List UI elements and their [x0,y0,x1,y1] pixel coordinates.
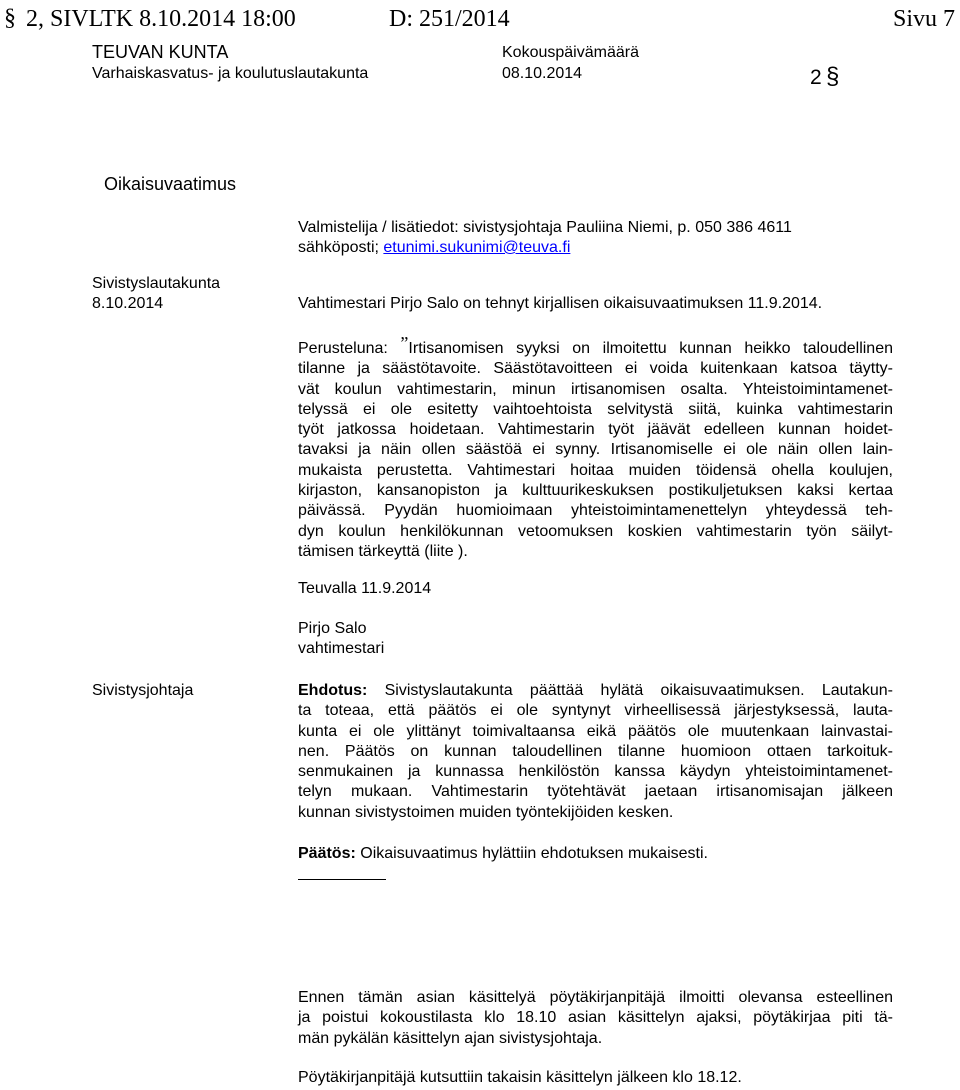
text-line: telyssä ei ole esitetty vaihtoehtoista selvitystä siitä, kuinka vahtimestarin [298,400,893,418]
signature-place-date: Teuvalla 11.9.2014 [298,580,432,597]
text-line: työt jatkossa hoidetaan. Vahtimestarin työt jäävät edelleen kunnan hoidet- [298,421,893,439]
proposal-paragraph [298,681,893,823]
proposal-role: Sivistysjohtaja [92,682,194,699]
rationale-first-line: Irtisanomisen syyksi on ilmoitettu kunnan heikko taloudellinen [408,340,894,357]
text-line: dyn koulun henkilökunnan vetoomuksen koskien vahtimestarin työn säilyt- [298,522,893,540]
rationale-paragraph [298,333,893,562]
text-line: ta toteaa, että päätös ei ole syntynyt virheellisessä järjestyksessä, lauta- [298,702,893,720]
section-mark: § [4,5,16,31]
text-line: kunnan sivistystoimen muiden työntekijöiden kesken. [298,803,674,821]
text-line: ja poistui kokoustilasta klo 18.10 asian käsittelyn ajaksi, pöytäkirjaa piti tä- [298,1009,893,1027]
signature-title: vahtimestari [298,640,385,657]
text-line [298,333,893,359]
item-section-mark: § [826,63,840,90]
text-line: päivässä. Pyydän huomioimaan yhteistoimintamenettelyn yhteydessä teh- [298,502,893,520]
contact-line: Valmistelija / lisätiedot: sivistysjohtaja Pauliina Niemi, p. 050 386 4611 [298,219,792,236]
text-line: nen. Päätös on kunnan taloudellinen tilanne huomioon ottaen tarkoituk- [298,742,893,760]
decision-label: Päätös: [298,845,356,862]
signature-name: Pirjo Salo [298,620,367,637]
text-line: kunta ei ole ylittänyt toimivaltaansa eikä päätös ole muutenkaan lainvastai- [298,722,893,740]
text-line [298,681,893,701]
text-line: tilanne ja säästötavoite. Säästötavoitteen ei voida kuitenkaan katsoa täytty- [298,360,893,378]
closing-note: Pöytäkirjanpitäjä kutsuttiin takaisin käsittelyn jälkeen klo 18.12. [298,1069,742,1086]
board-name: Sivistyslautakunta [92,275,221,292]
text-line: tavaksi ja näin ollen säästöä ei synny. Irtisanomiselle ei ole näin ollen lain- [298,441,893,459]
text-line: tämisen tärkeyttä (liite ). [298,542,468,560]
committee-name: Varhaiskasvatus- ja koulutuslautakunta [92,65,369,82]
text-line: vät koulun vahtimestarin, minun irtisanomisen osalta. Yhteistoimintamenet- [298,380,893,398]
item-number: 2 [810,66,822,89]
text-line: mukaista perustetta. Vahtimestari hoitaa muiden töidensä ohella koulujen, [298,461,893,479]
text-line: senmukainen ja kunnassa henkilöstön kanssa käydyn yhteistoimintamenet- [298,763,893,781]
text-line: telyn mukaan. Vahtimestarin työtehtävät jaetaan irtisanomisajan jälkeen [298,783,893,801]
meeting-date-label: Kokouspäivämäärä [502,44,639,61]
meeting-date: 08.10.2014 [502,65,583,82]
recusal-note [298,988,893,1049]
decision-text: Oikaisuvaatimus hylättiin ehdotuksen mukaisesti. [355,845,708,862]
proposal-label: Ehdotus: [298,682,368,699]
text-line: kirjaston, kansanopiston ja kulttuurikeskuksen postikuljetuksen kaksi kertaa [298,482,893,500]
email-label: sähköposti; [298,239,384,256]
header-label: 2, SIVLTK 8.10.2014 18:00 [26,6,296,32]
org-name: TEUVAN KUNTA [92,42,229,62]
decision [298,845,708,863]
email-link[interactable]: etunimi.sukunimi@teuva.fi [383,239,571,256]
text-line: män pykälän käsittelyn ajan sivistysjohtaja. [298,1029,603,1047]
document-number: D: 251/2014 [389,6,510,32]
board-statement: Vahtimestari Pirjo Salo on tehnyt kirjallisen oikaisuvaatimuksen 11.9.2014. [298,295,823,312]
board-date: 8.10.2014 [92,295,164,312]
item-title: Oikaisuvaatimus [104,174,237,194]
proposal-first-line: Sivistyslautakunta päättää hylätä oikaisuvaatimuksen. Lautakun- [367,682,893,699]
quote-mark: ” [400,333,409,353]
text-line: Ennen tämän asian käsittelyä pöytäkirjanpitäjä ilmoitti olevansa esteellinen [298,989,893,1006]
page-number: Sivu 7 [892,6,955,32]
separator-line [298,879,386,880]
contact-email-line [298,239,570,257]
rationale-prefix: Perusteluna: [298,340,401,357]
